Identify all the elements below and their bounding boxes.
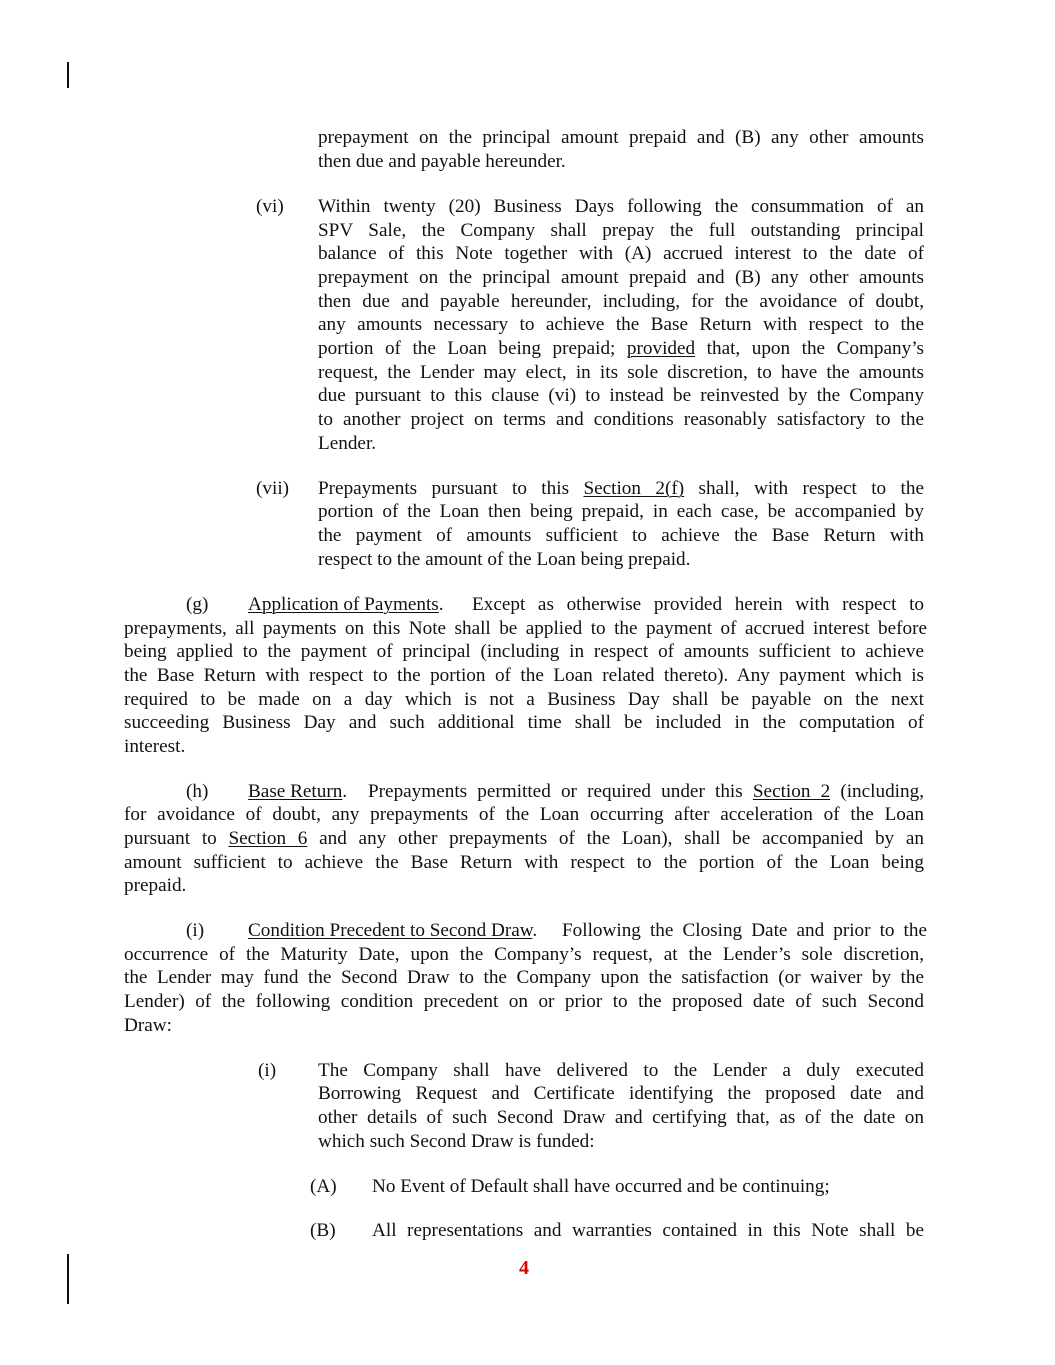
section-heading [248, 780, 347, 804]
paragraph-line: The Company shall have delivered to the Lender a duly executed [318, 1060, 924, 1081]
paragraph-line: due pursuant to this clause (vi) to instead be reinvested by the Company [318, 385, 924, 406]
paragraph-line: portion of the Loan then being prepaid, in each case, be accompanied by [318, 501, 924, 522]
text-run: that, upon the Company’s [695, 338, 925, 359]
paragraph-line: Lender. [318, 433, 377, 454]
text-run: shall, with respect to the [684, 478, 924, 499]
paragraph-line: amount sufficient to achieve the Base Return with respect to the portion of the Loan being [124, 852, 924, 873]
heading-period: . [532, 920, 538, 941]
paragraph-line: succeeding Business Day and such additional time shall be included in the computation of [124, 712, 924, 733]
paragraph-line: then due and payable hereunder. [318, 151, 566, 172]
text-run: and any other prepayments of the Loan), shall be accompanied by an [307, 828, 924, 849]
paragraph-line: balance of this Note together with (A) accrued interest to the date of [318, 243, 924, 264]
text-run: (including, [830, 781, 925, 802]
clause-label: (i) [186, 920, 205, 941]
heading-period: . [342, 781, 348, 802]
clause-label: (B) [310, 1220, 336, 1241]
paragraph-line: then due and payable hereunder, including, for the avoidance of doubt, [318, 291, 924, 312]
underlined-term-provided: provided [626, 338, 696, 359]
section-heading [248, 919, 537, 943]
paragraph-line: interest. [124, 736, 186, 757]
paragraph-line [318, 477, 924, 501]
text-run: portion of the Loan being prepaid; [318, 338, 627, 359]
heading-application-of-payments: Application of Payments [248, 594, 439, 615]
text-run: Prepayments permitted or required under this [368, 781, 753, 802]
clause-label: (vii) [256, 478, 290, 499]
section-reference-2f[interactable]: Section 2(f) [583, 478, 685, 499]
paragraph-line: No Event of Default shall have occurred and be continuing; [372, 1176, 830, 1197]
paragraph-line: All representations and warranties contained in this Note shall be [372, 1220, 924, 1241]
paragraph-line: SPV Sale, the Company shall prepay the full outstanding principal [318, 220, 924, 241]
paragraph-line: being applied to the payment of principal (including in respect of amounts sufficient to achieve [124, 641, 924, 662]
paragraph-line: the payment of amounts sufficient to achieve the Base Return with [318, 525, 924, 546]
paragraph-line [318, 337, 924, 361]
paragraph-line [124, 827, 924, 851]
change-bar-bottom [67, 1254, 69, 1304]
paragraph-line: for avoidance of doubt, any prepayments of the Loan occurring after acceleration of the Loan [124, 804, 924, 825]
section-reference-2[interactable]: Section 2 [752, 781, 831, 802]
clause-label: (vi) [256, 196, 284, 217]
paragraph-line: Borrowing Request and Certificate identifying the proposed date and [318, 1083, 924, 1104]
clause-label: (g) [186, 594, 209, 615]
text-run: pursuant to [124, 828, 229, 849]
paragraph-line: other details of such Second Draw and certifying that, as of the date on [318, 1107, 924, 1128]
paragraph-line: which such Second Draw is funded: [318, 1131, 595, 1152]
heading-period: . [438, 594, 444, 615]
clause-label: (i) [258, 1060, 277, 1081]
paragraph-line: to another project on terms and conditions reasonably satisfactory to the [318, 409, 924, 430]
paragraph-line [368, 780, 924, 804]
paragraph-line: the Base Return with respect to the portion of the Loan related thereto). Any payment which is [124, 665, 924, 686]
paragraph-line: occurrence of the Maturity Date, upon the Company’s request, at the Lender’s sole discretion, [124, 944, 924, 965]
change-bar-top [67, 62, 69, 88]
paragraph-line: Within twenty (20) Business Days following the consummation of an [318, 196, 924, 217]
paragraph-line: Lender) of the following condition precedent on or prior to the proposed date of such Second [124, 991, 924, 1012]
paragraph-line: prepaid. [124, 875, 187, 896]
paragraph-line: any amounts necessary to achieve the Base Return with respect to the [318, 314, 924, 335]
heading-base-return: Base Return [248, 781, 343, 802]
text-run: Prepayments pursuant to this [318, 478, 584, 499]
paragraph-line: required to be made on a day which is not a Business Day shall be payable on the next [124, 689, 924, 710]
paragraph-line: the Lender may fund the Second Draw to the Company upon the satisfaction (or waiver by the [124, 967, 924, 988]
paragraph-line: prepayment on the principal amount prepaid and (B) any other amounts [318, 127, 924, 148]
section-heading [248, 593, 444, 617]
section-reference-6[interactable]: Section 6 [228, 828, 308, 849]
paragraph-line: prepayment on the principal amount prepaid and (B) any other amounts [318, 267, 924, 288]
paragraph-line: Following the Closing Date and prior to the [562, 920, 927, 941]
paragraph-line: request, the Lender may elect, in its sole discretion, to have the amounts [318, 362, 924, 383]
paragraph-line: Draw: [124, 1015, 172, 1036]
paragraph-line: Except as otherwise provided herein with respect to [472, 594, 924, 615]
paragraph-line: respect to the amount of the Loan being prepaid. [318, 549, 691, 570]
clause-label: (A) [310, 1176, 337, 1197]
paragraph-line: prepayments, all payments on this Note shall be applied to the payment of accrued interest before [124, 618, 927, 639]
clause-label: (h) [186, 781, 209, 802]
heading-condition-precedent: Condition Precedent to Second Draw [248, 920, 533, 941]
page-number: 4 [519, 1257, 529, 1279]
